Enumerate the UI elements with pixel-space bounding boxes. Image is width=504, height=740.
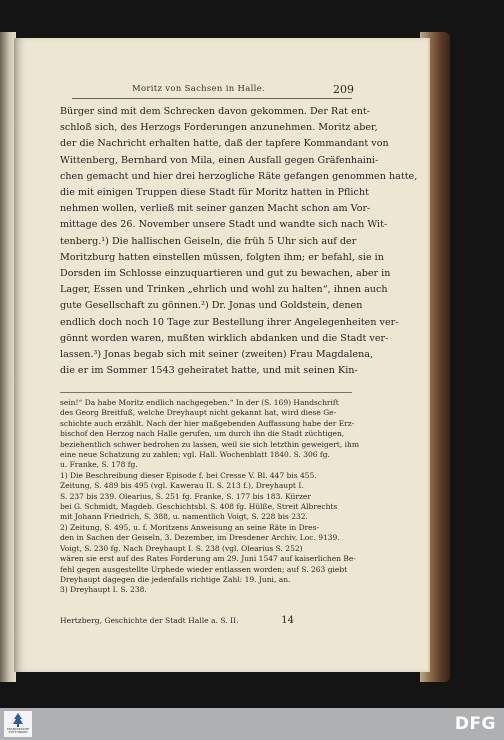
francke-logo-label: FRANCKESCHE STIFTUNGEN (6, 727, 30, 735)
body-text-line: die er im Sommer 1543 geheiratet hatte, und mit seinen Kin- (60, 365, 358, 377)
footnote-line: 3) Dreyhaupt I. S. 238. (60, 585, 147, 595)
footnote-line: bei G. Schmidt, Magdeb. Geschichtsbl. S. 408 fg. Hülße, Streit Albrechts (60, 502, 338, 512)
body-text-line: endlich doch noch 10 Tage zur Bestellung ihrer Angelegenheiten ver- (60, 316, 399, 328)
footnote-line: mit Johann Friedrich, S. 388, u. namentlich Voigt, S. 228 bis 232. (60, 512, 308, 522)
footnote-line: sein!“ Da habe Moritz endlich nachgegeben.“ In der (S. 169) Handschrift (60, 398, 339, 407)
footnote-line: beziehentlich schwer bedrohen zu lassen, weil sie sich letzthin geweigert, ihm (60, 439, 359, 449)
dfg-logo[interactable]: DFG (454, 714, 496, 734)
body-text-line: die mit einigen Truppen diese Stadt für Moritz hatten in Pflicht (60, 187, 369, 199)
body-text-line: der die Nachricht erhalten hatte, daß der tapfere Kommandant von (60, 138, 389, 150)
signature-mark: 14 (281, 615, 294, 626)
body-text-line: gute Gesellschaft zu gönnen.²) Dr. Jonas und Goldstein, denen (60, 300, 363, 312)
footnote-line: eine neue Schatzung zu zahlen; vgl. Hall. Wochenblatt 1840. S. 306 fg. (60, 450, 330, 460)
footnote-line: 2) Zeitung, S. 495, u. f. Moritzens Anweisung an seine Räte in Dres- (60, 522, 319, 532)
footnote-line: 1) Die Beschreibung dieser Episode f. bei Cresse V. Bl. 447 bis 455. (60, 470, 317, 480)
footnote-line: wären sie erst auf des Rates Forderung am 29. Juni 1547 auf kaiserlichen Be- (60, 554, 356, 564)
running-header (72, 84, 352, 99)
footnotes (60, 398, 359, 596)
body-text-line: Lager, Essen und Trinken „ehrlich und wohl zu halten“, ihnen auch (60, 284, 388, 296)
body-text-line: schloß sich, des Herzogs Forderungen anzunehmen. Moritz aber, (60, 122, 378, 134)
footnote-line: des Georg Breitfuß, welche Dreyhaupt nicht gekannt hat, wird diese Ge- (60, 408, 337, 418)
body-text-line: nehmen wollen, verließ mit seiner ganzen Macht schon am Vor- (60, 203, 371, 215)
footnote-line: Dreyhaupt dagegen die jedenfalls richtige Zahl: 19. Juni, an. (60, 574, 291, 584)
footnote-line: S. 237 bis 239. Olearius, S. 251 fg. Franke, S. 177 bis 183. Kürzer (60, 491, 311, 501)
body-text-line: chen gemacht und hier drei herzogliche Räte gefangen genommen hatte, (60, 170, 418, 182)
francke-foundation-logo[interactable] (4, 711, 32, 737)
footnote-line: fehl gegen ausgestellte Urphede wieder entlassen worden; auf S. 263 giebt (60, 564, 348, 574)
body-text-line: lassen.³) Jonas begab sich mit seiner (zweiten) Frau Magdalena, (60, 349, 374, 361)
footnote-line: schichte auch erzählt. Nach der hier maßgebenden Auffassung habe der Erz- (60, 418, 355, 428)
footnote-line: bischof den Herzog nach Halle gerufen, um durch ihn die Stadt züchtigen, (60, 429, 345, 439)
body-text-line: Moritzburg hatten einstellen müssen, folgten ihm; er befahl, sie in (60, 251, 384, 263)
footnote-line: Zeitung, S. 489 bis 495 (vgl. Kawerau II. S. 213 f.), Dreyhaupt I. (60, 481, 304, 491)
running-title: Moritz von Sachsen in Halle. (132, 84, 265, 94)
footnote-line: u. Franke, S. 178 fg. (60, 460, 138, 470)
body-text-line: gönnt worden waren, mußten wirklich abdanken und die Stadt ver- (60, 332, 389, 344)
page-footer (60, 616, 354, 628)
page-number: 209 (333, 83, 354, 96)
francke-logo-icon (4, 711, 32, 728)
body-text-line: tenberg.¹) Die hallischen Geiseln, die früh 5 Uhr sich auf der (60, 235, 357, 247)
body-text-line: Wittenberg, Bernhard von Mila, einen Ausfall gegen Gräfenhaini- (60, 154, 379, 166)
body-text-line: Bürger sind mit dem Schrecken davon gekommen. Der Rat ent- (60, 106, 371, 117)
footnote-rule (60, 392, 352, 393)
footnote-line: den in Sachen der Geiseln, 3. Dezember, im Dresdener Archiv, Loc. 9139. (60, 533, 340, 543)
footer-title: Hertzberg, Geschichte der Stadt Halle a. S. II. (60, 616, 239, 625)
body-text-line: mittage des 26. November unsere Stadt und wandte sich nach Wit- (60, 219, 388, 231)
viewer-bottom-bar (0, 708, 504, 740)
body-text (60, 104, 418, 379)
footnote-line: Voigt, S. 230 fg. Nach Dreyhaupt I. S. 238 (vgl. Olearius S. 252) (60, 543, 303, 553)
body-text-line: Dorsden im Schlosse einzuquartieren und gut zu bewachen, aber in (60, 268, 391, 280)
